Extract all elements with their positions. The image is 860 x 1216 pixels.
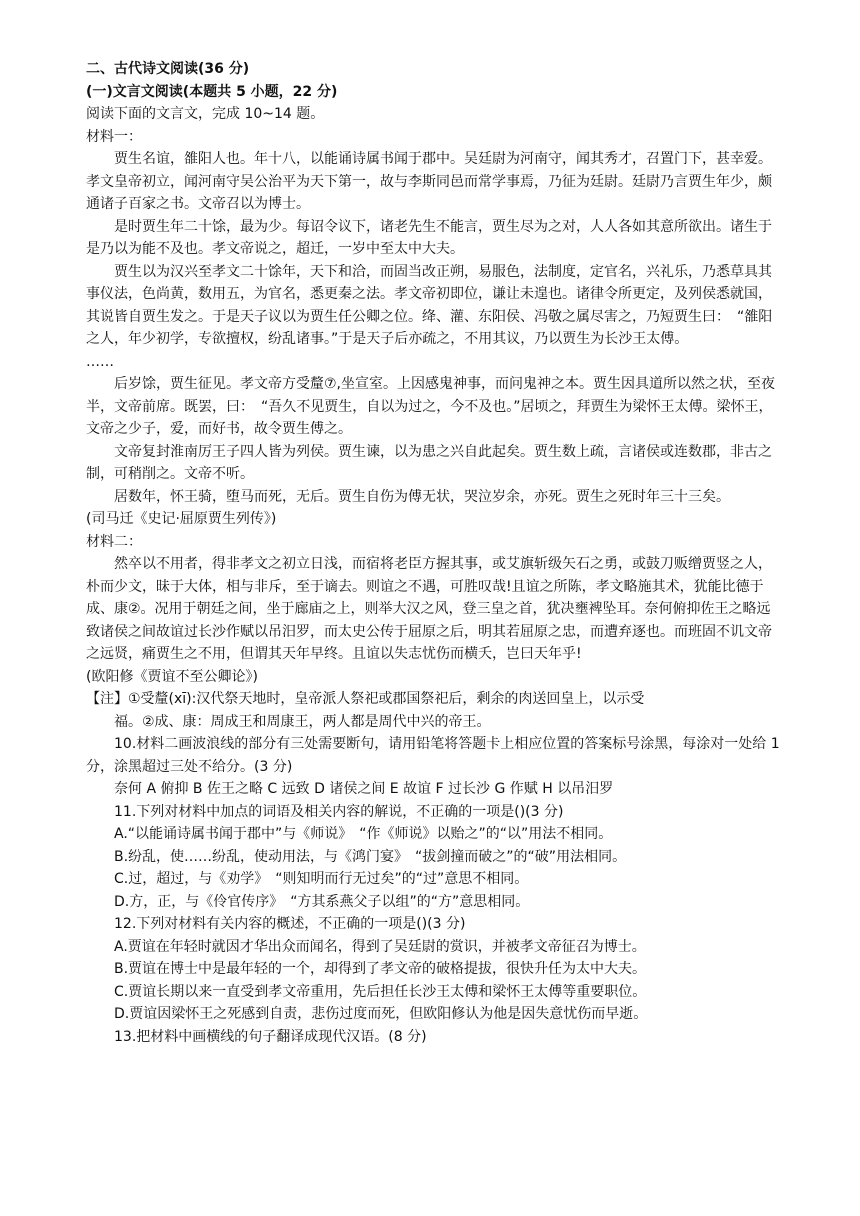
instruction: 阅读下面的文言文，完成 10~14 题。 [86, 106, 325, 122]
material1-paragraph-6: 文帝复封淮南厉王子四人皆为列侯。贾生谏，以为患之兴自此起矣。贾生数上疏，言诸侯或连数郡，非古之制，可稍削之。文帝不听。 [86, 443, 772, 482]
question-10-options: 奈何 A 俯抑 B 佐王之略 C 远致 D 诸侯之间 E 故谊 F 过长沙 G 作赋 H 以吊汨罗 [114, 781, 614, 797]
notes-line-1: 【注】①受釐(xī):汉代祭天地时，皇帝派人祭祀或郡国祭祀后，剩余的肉送回皇上，以示受 [86, 691, 645, 707]
section-title: 二、古代诗文阅读(36 分) [86, 61, 250, 77]
material1-paragraph-2: 是时贾生年二十馀，最为少。每诏令议下，诸老先生不能言，贾生尽为之对，人人各如其意所欲出。诸生于是乃以为能不及也。孝文帝说之，超迁，一岁中至太中大夫。 [86, 218, 772, 257]
material1-ellipsis: …… [86, 353, 114, 370]
question-10: 10.材料二画波浪线的部分有三处需要断句，请用铅笔将答题卡上相应位置的答案标号涂黑，每涂对一处给 1 分，涂黑超过三处不给分。(3 分) [86, 736, 780, 775]
question-11: 11.下列对材料中加点的词语及相关内容的解说，不正确的一项是()(3 分) [114, 803, 564, 820]
material1-source: (司马迁《史记·屈原贾生列传》) [86, 511, 277, 527]
material1-paragraph-1: 贾生名谊，雒阳人也。年十八，以能诵诗属书闻于郡中。吴廷尉为河南守，闻其秀才，召置门下，甚幸爱。孝文皇帝初立，闻河南守吴公治平为天下第一，故与李斯同邑而常学事焉，乃征为廷尉。廷尉乃言贾生年少，颇通诸子百家之书。文帝召以为博士。 [86, 151, 772, 212]
material2-label: 材料二： [86, 533, 142, 550]
material2-source: (欧阳修《贾谊不至公卿论》) [86, 668, 258, 685]
material1-paragraph-7: 居数年，怀王骑，堕马而死，无后。贾生自伤为傅无状，哭泣岁余，亦死。贾生之死时年三十三矣。 [114, 488, 730, 505]
question-12: 12.下列对材料有关内容的概述，不正确的一项是()(3 分) [114, 916, 466, 932]
question-12-option-d: D.贾谊因梁怀王之死感到自责，悲伤过度而死，但欧阳修认为他是因失意忧伤而早逝。 [114, 1006, 648, 1022]
question-11-option-a: A.“以能诵诗属书闻于郡中”与《师说》 “作《师说》以贻之”的“以”用法不相同。 [114, 826, 613, 842]
question-12-option-b: B.贾谊在博士中是最年轻的一个，却得到了孝文帝的破格提拔，很快升任为太中大夫。 [114, 961, 647, 977]
question-11-option-c: C.过，超过，与《劝学》 “则知明而行无过矣”的“过”意思不相同。 [114, 871, 529, 887]
question-12-option-a: A.贾谊在年轻时就因才华出众而闻名，得到了吴廷尉的赏识，并被孝文帝征召为博士。 [114, 938, 646, 955]
subsection-title: (一)文言文阅读(本题共 5 小题，22 分) [86, 83, 338, 100]
material1-paragraph-3: 贾生以为汉兴至孝文二十馀年，天下和洽，而固当改正朔，易服色，法制度，定官名，兴礼乐，乃悉草具其事仪法，色尚黄，数用五，为官名，悉更秦之法。孝文帝初即位，谦让未遑也。诸律令所更定，及列侯悉就国，其说皆自贾生发之。于是天子议以为贾生任公卿之位。绛、灌、东阳侯、冯敬之属尽害之，乃短贾生曰： “雒阳之人，年少初学，专欲擅权，纷乱诸事。”于是天子后亦疏之，不用其议，乃以贾生为长沙王太傅。 [86, 263, 773, 347]
question-12-option-c: C.贾谊长期以来一直受到孝文帝重用，先后担任长沙王太傅和梁怀王太傅等重要职位。 [114, 983, 647, 1000]
material1-label: 材料一： [86, 128, 142, 145]
material1-paragraph-5: 后岁馀，贾生征见。孝文帝方受釐⑦,坐宣室。上因感鬼神事，而问鬼神之本。贾生因具道所以然之状，至夜半，文帝前席。既罢，曰： “吾久不见贾生，自以为过之，今不及也。”居顷之，拜贾生为梁怀王太傅。梁怀王，文帝之少子，爱，而好书，故令贾生傅之。 [86, 376, 775, 437]
material2-paragraph: 然卒以不用者，得非孝文之初立日浅，而宿将老臣方握其事，或艾旗斩级矢石之勇，或鼓刀贩缯贾竖之人，朴而少文，昧于大体，相与非斥，至于谪去。则谊之不遇，可胜叹哉!且谊之所陈，孝文略施其术，犹能比德于成、康②。况用于朝廷之间，坐于廊庙之上，则举大汉之风，登三皇之首，犹决壅裨坠耳。奈何俯抑佐王之略远致诸侯之间故谊过长沙作赋以吊汨罗，而太史公传于屈原之后，明其若屈原之忠，而遭弃逐也。而班固不讥文帝之远贤，痛贾生之不用，但谓其天年早终。且谊以失志忧伤而横夭，岂曰天年乎! [86, 556, 772, 662]
question-11-option-b: B.纷乱，使……纷乱，使动用法，与《鸿门宴》 “拔剑撞而破之”的“破”用法相同。 [114, 848, 627, 865]
notes-line-2: 福。②成、康：周成王和周康王，两人都是周代中兴的帝王。 [114, 713, 491, 730]
question-13: 13.把材料中画横线的句子翻译成现代汉语。(8 分) [114, 1028, 427, 1045]
question-11-option-d: D.方，正，与《伶官传序》 “方其系燕父子以组”的“方”意思相同。 [114, 893, 530, 910]
